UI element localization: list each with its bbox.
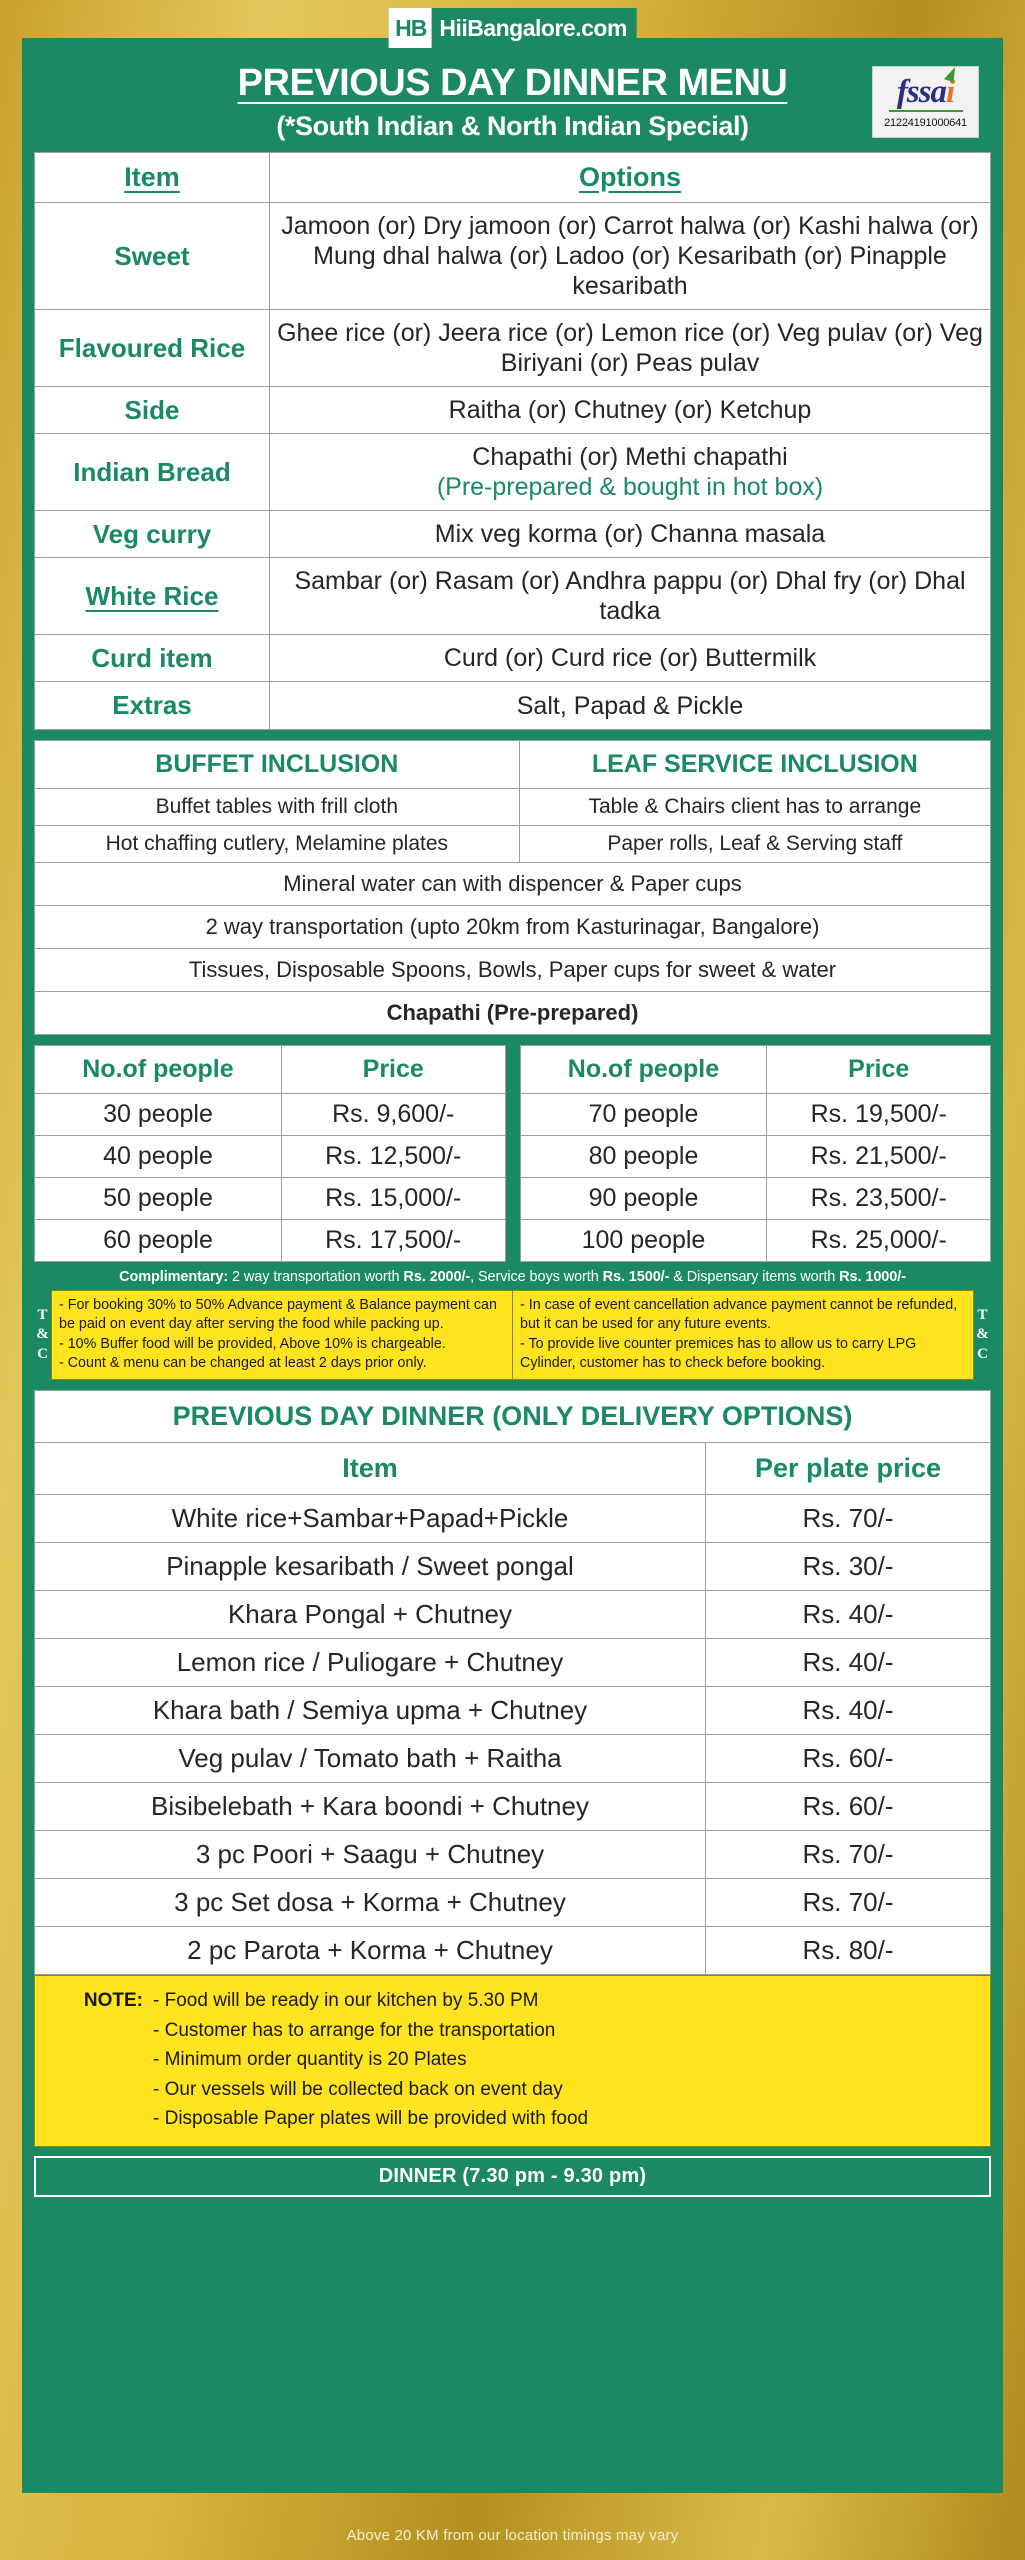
table-row — [35, 1219, 506, 1261]
menu-item-options: Raitha (or) Chutney (or) Ketchup — [270, 387, 991, 434]
complimentary-label: Complimentary: — [119, 1268, 229, 1285]
menu-item-options: Sambar (or) Rasam (or) Andhra pappu (or) Dhal fry (or) Dhal tadka — [270, 558, 991, 635]
complimentary-value-1: Rs. 2000/- — [403, 1268, 471, 1285]
note-label — [35, 2075, 153, 2104]
table-row — [520, 1219, 991, 1261]
note-line — [35, 2016, 990, 2045]
buffet-inclusion-header: BUFFET INCLUSION — [35, 740, 520, 788]
pricing-col-people-left: No.of people — [35, 1045, 282, 1093]
fssai-license-number: 21224191000641 — [884, 116, 967, 129]
term-item: - In case of event cancellation advance payment cannot be refunded, but it can be used for any future events. — [520, 1296, 958, 1333]
note-line — [35, 2104, 990, 2133]
complimentary-line — [34, 1262, 991, 1290]
delivery-item: Khara Pongal + Chutney — [35, 1591, 706, 1639]
term-item: - Count & menu can be changed at least 2 days prior only. — [59, 1354, 427, 1371]
brand-domain: HiiBangalore.com — [439, 14, 627, 41]
menu-item-options: Jamoon (or) Dry jamoon (or) Carrot halwa (or) Kashi halwa (or) Mung dhal halwa (or) Ladoo (or) Kesaribath (or) Pinapple kesaribath — [270, 203, 991, 310]
delivery-col-price: Per plate price — [706, 1443, 991, 1495]
inclusion-header-row — [35, 740, 991, 788]
note-line — [35, 2075, 990, 2104]
menu-item-name: Veg curry — [35, 511, 270, 558]
table-row — [520, 1177, 991, 1219]
complimentary-value-3: Rs. 1000/- — [839, 1268, 906, 1285]
menu-item-note: (Pre-prepared & bought in hot box) — [436, 473, 824, 502]
pricing-price: Rs. 25,000/- — [767, 1219, 991, 1261]
complimentary-text-2: , Service boys worth — [470, 1268, 603, 1285]
terms-column-right — [512, 1291, 973, 1380]
table-row — [35, 1177, 506, 1219]
term-item: - To provide live counter premices has to allow us to carry LPG Cylinder, customer has to check before booking. — [520, 1335, 917, 1371]
dinner-timing-bar: DINNER (7.30 pm - 9.30 pm) — [34, 2156, 991, 2197]
pricing-people: 40 people — [35, 1135, 282, 1177]
delivery-item: 2 pc Parota + Korma + Chutney — [35, 1927, 706, 1975]
delivery-item: Veg pulav / Tomato bath + Raitha — [35, 1735, 706, 1783]
delivery-price: Rs. 40/- — [706, 1591, 991, 1639]
inclusion-table — [34, 740, 991, 1035]
pricing-col-people-right: No.of people — [520, 1045, 767, 1093]
table-row — [35, 310, 991, 387]
menu-table — [34, 152, 991, 730]
table-row — [35, 1927, 991, 1975]
pricing-people: 100 people — [520, 1219, 767, 1261]
menu-board — [22, 38, 1003, 2493]
table-row — [35, 1735, 991, 1783]
note-label — [35, 2045, 153, 2074]
note-label — [35, 2104, 153, 2133]
table-row — [35, 558, 991, 635]
menu-col-options: Options — [270, 153, 991, 203]
fssai-wordmark — [896, 73, 955, 110]
note-text: - Customer has to arrange for the transportation — [153, 2019, 556, 2041]
delivery-price: Rs. 70/- — [706, 1495, 991, 1543]
menu-item-options: Salt, Papad & Pickle — [270, 682, 991, 729]
leaf-inclusion-item: Table & Chairs client has to arrange — [519, 788, 990, 825]
menu-item-name: Side — [35, 387, 270, 434]
leaf-inclusion-header: LEAF SERVICE INCLUSION — [519, 740, 990, 788]
complimentary-value-2: Rs. 1500/- — [602, 1268, 670, 1285]
terms-box — [51, 1290, 974, 1381]
delivery-table — [34, 1390, 991, 1975]
table-row — [35, 1591, 991, 1639]
menu-item-options: Mix veg korma (or) Channa masala — [270, 511, 991, 558]
terms-column-left — [52, 1291, 512, 1380]
pricing-price: Rs. 19,500/- — [767, 1093, 991, 1135]
table-row — [35, 788, 991, 825]
table-row — [35, 203, 991, 310]
fssai-i-letter: i — [946, 73, 955, 110]
table-row — [35, 1093, 506, 1135]
pricing-table-left — [34, 1045, 506, 1262]
pricing-price: Rs. 21,500/- — [767, 1135, 991, 1177]
menu-item-options: Ghee rice (or) Jeera rice (or) Lemon rice (or) Veg pulav (or) Veg Biriyani (or) Peas pulav — [270, 310, 991, 387]
delivery-price: Rs. 40/- — [706, 1639, 991, 1687]
table-row — [35, 635, 991, 682]
page-subtitle: (*South Indian & North Indian Special) — [276, 111, 749, 141]
menu-col-item: Item — [35, 153, 270, 203]
fssai-underline — [889, 110, 963, 112]
delivery-item: Lemon rice / Puliogare + Chutney — [35, 1639, 706, 1687]
pricing-people: 60 people — [35, 1219, 282, 1261]
pricing-people: 90 people — [520, 1177, 767, 1219]
pricing-col-price-right: Price — [767, 1045, 991, 1093]
table-row — [35, 511, 991, 558]
leaf-icon — [944, 64, 958, 81]
inclusion-card — [34, 740, 991, 1035]
pricing-people: 70 people — [520, 1093, 767, 1135]
complimentary-text-3: & Dispensary items worth — [669, 1268, 840, 1285]
table-row — [35, 1831, 991, 1879]
pricing-price: Rs. 23,500/- — [767, 1177, 991, 1219]
delivery-price: Rs. 70/- — [706, 1879, 991, 1927]
pricing-people: 30 people — [35, 1093, 282, 1135]
delivery-price: Rs. 60/- — [706, 1735, 991, 1783]
delivery-price: Rs. 80/- — [706, 1927, 991, 1975]
pricing-header-row — [520, 1045, 991, 1093]
pricing-header-row — [35, 1045, 506, 1093]
menu-header-row — [35, 153, 991, 203]
page-title: PREVIOUS DAY DINNER MENU — [237, 62, 788, 104]
pricing-people: 80 people — [520, 1135, 767, 1177]
delivery-item: White rice+Sambar+Papad+Pickle — [35, 1495, 706, 1543]
menu-item-options: Chapathi (or) Methi chapathi (Pre-prepared & bought in hot box) — [270, 434, 991, 511]
buffet-inclusion-item: Buffet tables with frill cloth — [35, 788, 520, 825]
note-box — [34, 1975, 991, 2146]
tc-mark-left: T & C — [36, 1307, 49, 1362]
chapathi-inclusion-item: Chapathi (Pre-prepared) — [35, 991, 991, 1034]
table-row — [35, 1879, 991, 1927]
delivery-item: Pinapple kesaribath / Sweet pongal — [35, 1543, 706, 1591]
menu-card — [34, 152, 991, 730]
inclusion-shared-item: Mineral water can with dispencer & Paper cups — [35, 862, 991, 905]
delivery-header-row — [35, 1443, 991, 1495]
table-row — [35, 1783, 991, 1831]
brand-logo-bar — [388, 8, 637, 48]
menu-item-name: Flavoured Rice — [35, 310, 270, 387]
menu-item-name: Curd item — [35, 635, 270, 682]
menu-item-name: White Rice — [35, 558, 270, 635]
fssai-text: fssa — [896, 73, 946, 110]
pricing-people: 50 people — [35, 1177, 282, 1219]
table-row — [35, 1135, 506, 1177]
pricing-price: Rs. 12,500/- — [281, 1135, 505, 1177]
pricing-price: Rs. 15,000/- — [281, 1177, 505, 1219]
pricing-card-left — [34, 1045, 506, 1262]
table-row — [520, 1093, 991, 1135]
delivery-card — [34, 1390, 991, 1975]
delivery-item: 3 pc Set dosa + Korma + Chutney — [35, 1879, 706, 1927]
board-header — [34, 48, 991, 152]
tc-mark-right: T & C — [976, 1307, 989, 1362]
terms-and-conditions — [34, 1290, 991, 1381]
delivery-col-item: Item — [35, 1443, 706, 1495]
inclusion-shared-item: 2 way transportation (upto 20km from Kasturinagar, Bangalore) — [35, 905, 991, 948]
note-text: - Disposable Paper plates will be provided with food — [153, 2108, 589, 2130]
delivery-title-row — [35, 1391, 991, 1443]
note-text: - Our vessels will be collected back on event day — [153, 2078, 563, 2100]
pricing-price: Rs. 17,500/- — [281, 1219, 505, 1261]
menu-item-options: Curd (or) Curd rice (or) Buttermilk — [270, 635, 991, 682]
menu-item-name: Indian Bread — [35, 434, 270, 511]
term-item: - 10% Buffer food will be provided, Above 10% is chargeable. — [59, 1335, 446, 1352]
pricing-card-right — [520, 1045, 992, 1262]
table-row — [35, 905, 991, 948]
table-row — [520, 1135, 991, 1177]
table-row — [35, 862, 991, 905]
menu-item-name: Extras — [35, 682, 270, 729]
table-row — [35, 1543, 991, 1591]
menu-item-name: Sweet — [35, 203, 270, 310]
note-line — [35, 2045, 990, 2074]
note-line — [35, 1986, 990, 2015]
delivery-price: Rs. 60/- — [706, 1783, 991, 1831]
table-row — [35, 948, 991, 991]
complimentary-text-1: 2 way transportation worth — [228, 1268, 404, 1285]
hb-mark: HB — [388, 8, 431, 48]
delivery-item: Bisibelebath + Kara boondi + Chutney — [35, 1783, 706, 1831]
table-row — [35, 825, 991, 862]
inclusion-shared-item: Tissues, Disposable Spoons, Bowls, Paper cups for sweet & water — [35, 948, 991, 991]
pricing-col-price-left: Price — [281, 1045, 505, 1093]
term-item: - For booking 30% to 50% Advance payment & Balance payment can be paid on event day after serving the food while packing up. — [59, 1296, 497, 1333]
leaf-inclusion-item: Paper rolls, Leaf & Serving staff — [519, 825, 990, 862]
note-text: - Minimum order quantity is 20 Plates — [153, 2049, 467, 2071]
delivery-title: PREVIOUS DAY DINNER (ONLY DELIVERY OPTIONS) — [35, 1391, 991, 1443]
delivery-price: Rs. 70/- — [706, 1831, 991, 1879]
note-text: - Food will be ready in our kitchen by 5.30 PM — [153, 1990, 539, 2012]
pricing-price: Rs. 9,600/- — [281, 1093, 505, 1135]
buffet-inclusion-item: Hot chaffing cutlery, Melamine plates — [35, 825, 520, 862]
delivery-item: 3 pc Poori + Saagu + Chutney — [35, 1831, 706, 1879]
table-row — [35, 387, 991, 434]
table-row — [35, 434, 991, 511]
delivery-price: Rs. 40/- — [706, 1687, 991, 1735]
table-row — [35, 1687, 991, 1735]
note-label: NOTE: — [83, 1990, 143, 2012]
table-row — [35, 682, 991, 729]
delivery-price: Rs. 30/- — [706, 1543, 991, 1591]
footer-note: Above 20 KM from our location timings may vary — [346, 2527, 679, 2544]
table-row — [35, 1639, 991, 1687]
pricing-section — [34, 1045, 991, 1262]
fssai-logo — [872, 66, 979, 138]
note-label — [35, 2016, 153, 2045]
table-row — [35, 1495, 991, 1543]
pricing-table-right — [520, 1045, 992, 1262]
table-row — [35, 991, 991, 1034]
delivery-item: Khara bath / Semiya upma + Chutney — [35, 1687, 706, 1735]
